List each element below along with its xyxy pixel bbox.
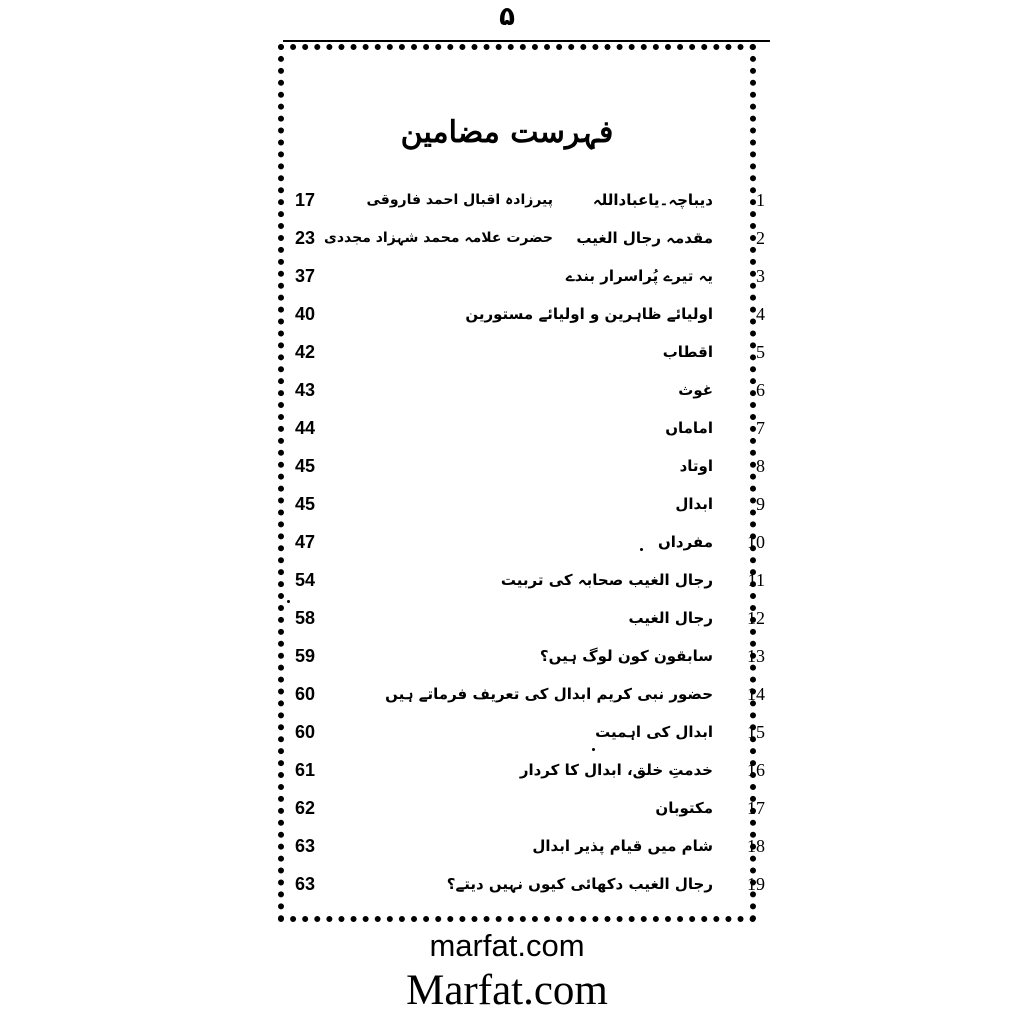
toc-row <box>295 679 765 709</box>
entry-title: دیباچہ۔یاعباداللہ <box>592 191 713 209</box>
entry-page: 62 <box>295 798 316 818</box>
entry-number: 1 <box>756 190 765 210</box>
toc-row <box>295 565 765 595</box>
entry-number: 19 <box>747 874 765 894</box>
scan-speck <box>287 600 290 603</box>
toc-row <box>295 337 765 367</box>
entry-page: 45 <box>295 456 316 476</box>
toc-row <box>295 413 765 443</box>
toc-row <box>295 223 765 253</box>
entry-title: غوث <box>678 381 713 399</box>
toc-row <box>295 717 765 747</box>
watermark-large: Marfat.com <box>406 967 608 1014</box>
toc-row <box>295 375 765 405</box>
entry-title: اولیائے ظاہرین و اولیائے مستورین <box>465 305 713 323</box>
toc-row <box>295 185 765 215</box>
entry-title: اماماں <box>665 419 713 437</box>
page-number: ۵ <box>499 2 515 32</box>
scan-speck <box>640 548 643 551</box>
toc-row <box>295 261 765 291</box>
toc-row <box>295 451 765 481</box>
entry-page: 47 <box>295 532 316 552</box>
entry-number: 17 <box>747 798 765 818</box>
entry-page: 40 <box>295 304 316 324</box>
entry-title: رجال الغیب دکھائی کیوں نہیں دیتے؟ <box>446 875 713 893</box>
entry-number: 5 <box>756 342 765 362</box>
entry-number: 2 <box>756 228 765 248</box>
entry-page: 43 <box>295 380 316 400</box>
entry-number: 18 <box>747 836 765 856</box>
entry-title: رجال الغیب صحابہ کی تربیت <box>500 571 713 589</box>
entry-title: اقطاب <box>662 343 713 361</box>
toc-row <box>295 831 765 861</box>
entry-title: اوتاد <box>679 457 713 475</box>
entry-page: 23 <box>295 228 316 248</box>
entry-number: 12 <box>747 608 765 628</box>
entry-title: مکتوبان <box>655 799 713 817</box>
entry-title: ابدال <box>675 495 713 513</box>
toc-row <box>295 299 765 329</box>
toc-row <box>295 489 765 519</box>
entry-author: پیرزادہ اقبال احمد فاروقی <box>366 192 553 208</box>
toc-row <box>295 527 765 557</box>
entry-page: 58 <box>295 608 316 628</box>
entry-page: 37 <box>295 266 316 286</box>
entry-page: 17 <box>295 190 316 210</box>
entry-title: خدمتِ خلق، ابدال کا کردار <box>519 761 713 779</box>
dotted-border-frame <box>278 44 756 922</box>
entry-number: 4 <box>756 304 765 324</box>
entry-page: 60 <box>295 722 316 742</box>
entry-page: 63 <box>295 836 316 856</box>
entry-title: حضور نبی کریم ابدال کی تعریف فرماتے ہیں <box>385 685 713 703</box>
entry-page: 59 <box>295 646 316 666</box>
watermark-small: marfat.com <box>429 928 585 963</box>
entry-title: یہ تیرے پُراسرار بندے <box>565 267 713 285</box>
entry-number: 8 <box>756 456 765 476</box>
toc-heading: فہرست مضامین <box>400 115 614 150</box>
entry-title: مقدمہ رجال الغیب <box>576 229 713 247</box>
toc-row <box>295 603 765 633</box>
entry-number: 10 <box>747 532 765 552</box>
entry-author: حضرت علامہ محمد شہزاد مجددی <box>324 230 553 246</box>
toc-row <box>295 793 765 823</box>
toc-row <box>295 755 765 785</box>
entry-title: رجال الغیب <box>628 609 713 627</box>
entry-number: 3 <box>756 266 765 286</box>
entry-page: 44 <box>295 418 316 438</box>
entry-number: 15 <box>747 722 765 742</box>
entry-page: 63 <box>295 874 316 894</box>
entry-number: 6 <box>756 380 765 400</box>
entry-number: 11 <box>747 570 765 590</box>
entry-title: شام میں قیام پذیر ابدال <box>532 837 713 855</box>
entry-title: ابدال کی اہمیت <box>595 723 713 741</box>
entry-page: 61 <box>295 760 316 780</box>
toc-row <box>295 869 765 899</box>
entry-page: 60 <box>295 684 316 704</box>
entry-page: 54 <box>295 570 316 590</box>
entry-number: 9 <box>756 494 765 514</box>
toc-row <box>295 641 765 671</box>
entry-page: 45 <box>295 494 316 514</box>
entry-title: سابقون کون لوگ ہیں؟ <box>539 647 713 665</box>
entry-title: مفرداں <box>657 533 713 551</box>
entry-number: 13 <box>747 646 765 666</box>
entry-number: 7 <box>756 418 765 438</box>
entry-page: 42 <box>295 342 316 362</box>
entry-number: 14 <box>747 684 765 704</box>
entry-number: 16 <box>747 760 765 780</box>
top-rule <box>283 40 770 42</box>
scan-speck <box>592 748 595 751</box>
